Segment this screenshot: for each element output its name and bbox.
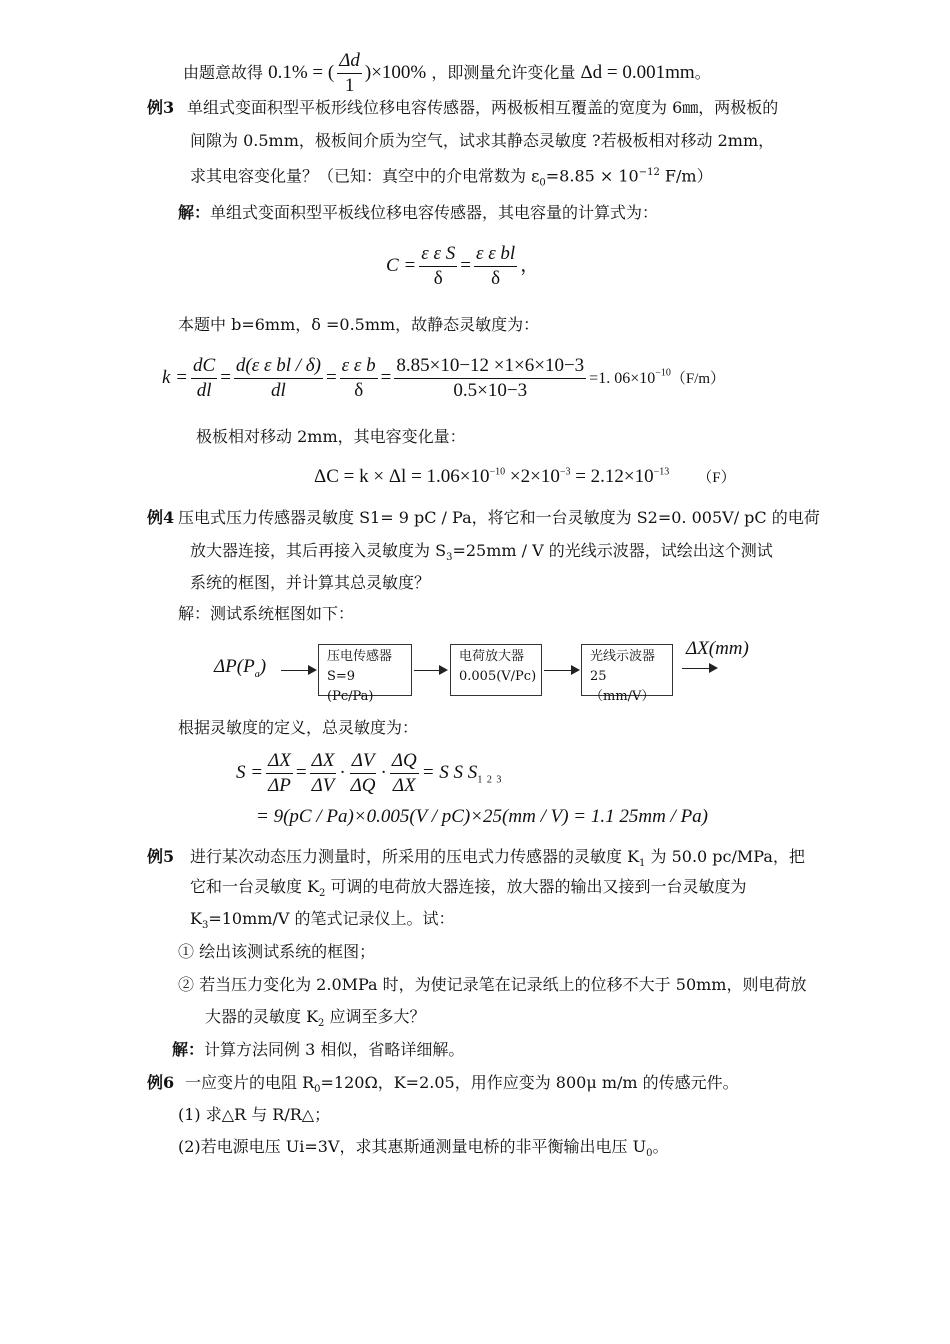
example-3-line1: 单组式变面积型平板形线位移电容传感器，两极板相互覆盖的宽度为 6㎜，两极板的 [187,98,779,117]
diagram-box-sensor [318,644,412,704]
diagram-box-sensor-param: S=9 (Pc/Pa) [327,669,374,704]
ex5-l1sub: 1 [639,858,646,870]
f2-k: k = [162,366,189,388]
ex3-sol-text: 单组式变面积型平板线位移电容传感器，其电容量的计算式为： [210,203,659,222]
ex5-l3a: K [190,909,202,928]
example-5-line3 [190,909,454,936]
diagram-box-sensor-title: 压电传感器 [327,649,393,664]
intro-line [183,50,711,97]
ex3-l3b: =8.85 × 10 [545,166,639,186]
ex4-f1-d4: ΔX [392,775,416,796]
ex4-f1-n1: ΔX [266,750,293,774]
f3-s2: −3 [559,466,571,478]
example-3-move: 极板相对移动 2mm，其电容变化量： [196,427,466,446]
intro-end: 。 [694,63,711,82]
formula-total-result: = 9(pC / Pa)×0.005(V / pC)×25(mm / V) = 1.1 25mm / Pa) [256,806,709,827]
intro-eq: 0.1% = ( [268,62,335,83]
f1-frac2 [474,243,517,290]
example-3-line3 [190,163,713,194]
ex5-l3b: =10mm/V 的笔式记录仪上。试： [208,909,455,928]
f1-tail: ， [520,254,540,276]
example-3-label: 例3 [147,98,175,117]
ex3-l3a: 求其电容变化量？（已知：真空中的介电常数为 ε [190,166,540,186]
diagram-output: ΔX(mm) [686,638,749,659]
ex4-f1-d1: ΔP [268,775,291,796]
intro-frac-den: 1 [344,75,355,96]
diagram-input-text: ΔP(P [214,656,255,677]
formula-total-sensitivity: S = $\frac{\Delta X}{\Delta P}$ = $\frac{\Delta X}{\Delta V}$ · $\frac{\Delta V}{\Delta Q}$ · $\frac{\Delta Q}{\Delta X}$ = S S $S_{1 2 3}$ [236,750,503,796]
diagram-input-sub: a [254,668,260,680]
ex4-f1-n2: ΔX [310,750,337,774]
f2-n3: ε ε b [340,355,378,379]
f2-unit: （F/m） [670,370,726,387]
ex4-l2sub: 3 [446,552,453,564]
f3-eq: ΔC = k × Δl = 1.06×10 [314,466,490,487]
ex4-f1-lhs: S = [236,761,264,783]
f3-s1: −10 [489,466,506,478]
example-5-question-2: ② 若当压力变化为 2.0MPa 时，为使记录笔在记录纸上的位移不大于 50mm，则电荷放 [178,975,807,994]
f2-d4: 0.5×10−3 [453,380,528,401]
diagram-box-oscilloscope [581,644,673,704]
ex4-l2a: 放大器连接，其后再接入灵敏度为 S [190,541,447,560]
f3-unit: （F） [697,470,736,486]
f1-frac1 [419,243,457,290]
diagram-box-amplifier-title: 电荷放大器 [459,649,525,664]
ex5-l2a: 它和一台灵敏度 K [190,877,320,896]
example-5-question-1: ① 绘出该测试系统的框图； [178,942,376,961]
ex5-l1b: 为 50.0 pc/MPa，把 [645,847,805,866]
f2-n2: d(ε ε bl / δ) [234,355,323,379]
ex4-f1-frac1 [266,750,293,797]
ex3-l3c: F/m） [659,166,713,186]
ex4-f1-frac2 [310,750,337,797]
f2-d2: dl [271,380,286,401]
intro-mid: ，即测量允许变化量 [431,63,576,82]
example-6-line1 [185,1073,739,1100]
ex4-l2b: =25mm / V 的光线示波器，试绘出这个测试 [452,541,773,560]
f1-n2: ε ε bl [474,243,517,267]
f2-frac2 [234,355,323,402]
ex6-l1b: =120Ω，K=2.05，用作应变为 800μ m/m 的传感元件。 [320,1073,739,1092]
ex4-f1-subs: 1 2 3 [477,774,503,786]
example-5-question-2b [205,1007,426,1034]
ex5-l1a: 进行某次动态压力测量时，所采用的压电式力传感器的灵敏度 K [190,847,640,866]
ex5-q2b-sub: 2 [318,1018,325,1030]
example-5-line2 [190,877,747,904]
f1-lhs: C = [386,254,417,276]
f3-e3: = 2.12×10 [570,466,654,487]
example-4-line3: 系统的框图，并计算其总灵敏度？ [190,573,431,592]
intro-frac-num: Δd [337,50,362,74]
ex3-l3sup: −12 [638,167,660,178]
example-4-definition: 根据灵敏度的定义，总灵敏度为： [178,718,419,737]
f3-s3: −13 [653,466,670,478]
ex5-l2sub: 2 [319,888,326,900]
intro-tail: )×100% [364,62,427,83]
diagram-box-oscilloscope-title: 光线示波器 [590,649,656,664]
example-6-question-1: (1) 求△R 与 R/R△； [178,1105,331,1124]
formula-sensitivity: k = $\frac{dC}{dl}$ = $\frac{\text{d(ε ε bl / δ)}}{dl}$ = $\frac{\text{ε ε b}}{\delta}$ = $\frac{8.85\times 10-12 \times 1\times 6\times 10-3}{0.5\times 10-3}$ =1. $06\times 10^{-10}(F/m)$ [162,355,726,401]
example-5-solution [172,1040,464,1060]
ex4-f1-d3: ΔQ [350,775,376,796]
f3-e2: ×2×10 [505,466,560,487]
example-4-solution: 解：测试系统框图如下： [178,604,355,623]
intro-result: Δd = 0.001mm [580,62,695,83]
example-4-line2 [190,541,773,568]
ex5-sol-label: 解： [172,1040,205,1059]
example-6-label: 例6 [147,1073,175,1092]
ex6-q2a: (2)若电源电压 Ui=3V，求其惠斯通测量电桥的非平衡输出电压 U [178,1137,647,1156]
f2-result-exp: −10 [655,367,671,379]
ex3-l3sub: 0 [539,177,546,189]
f1-d2: δ [491,268,501,289]
diagram-arrow-2 [414,670,446,671]
ex5-sol-text: 计算方法同例 3 相似，省略详细解。 [204,1040,465,1059]
ex4-f1-n3: ΔV [350,750,377,774]
f2-frac1 [191,355,217,402]
ex3-sol-label: 解： [178,203,211,222]
f2-n4: 8.85×10−12 ×1×6×10−3 [394,355,586,379]
f2-frac4 [394,355,586,402]
diagram-box-oscilloscope-param: 25（mm/V） [590,669,655,704]
ex4-f1-rhs: = S S S [421,761,478,783]
diagram-input [214,656,266,680]
ex5-q2b-a: 大器的灵敏度 K [205,1007,319,1026]
ex4-f1-n4: ΔQ [390,750,419,774]
diagram-box-amplifier-param: 0.005(V/Pc) [459,669,537,684]
f1-d1: δ [433,268,443,289]
ex6-l1sub: 0 [314,1084,321,1096]
diagram-box-amplifier [450,644,542,696]
diagram-arrow-4 [682,668,716,669]
f2-frac3 [340,355,378,402]
example-3-solution [178,203,658,223]
diagram-arrow-3 [544,670,578,671]
example-5-label: 例5 [147,847,175,866]
example-3-line2: 间隙为 0.5mm，极板间介质为空气，试求其静态灵敏度 ?若极板相对移动 2mm， [190,131,775,150]
ex4-f1-frac4 [390,750,419,797]
intro-prefix: 由题意故得 [183,63,264,82]
f2-n1: dC [191,355,217,379]
f2-d1: dl [196,380,212,401]
ex4-f1-frac3 [349,750,378,797]
example-5-line1 [190,847,805,874]
formula-delta-c [314,466,736,488]
ex5-l2b: 可调的电荷放大器连接，放大器的输出又接到一台灵敏度为 [325,877,747,896]
ex6-q2b: 。 [652,1137,669,1156]
ex4-f1-d2: ΔV [311,775,335,796]
f2-result: =1. 06×10 [589,369,656,387]
ex5-q2b-b: 应调至多大？ [324,1007,426,1026]
example-4-line1: 压电式压力传感器灵敏度 S1= 9 pC / Pa，将它和一台灵敏度为 S2=0. 005V/ pC 的电荷 [178,508,820,527]
example-6-question-2 [178,1137,668,1164]
ex6-l1a: 一应变片的电阻 R [185,1073,315,1092]
ex5-l3sub: 3 [201,920,209,932]
intro-fraction [337,50,362,97]
diagram-input-close: ) [259,656,267,677]
example-3-given: 本题中 b=6mm，δ =0.5mm，故静态灵敏度为： [178,315,540,334]
f2-d3: δ [354,380,364,401]
example-4-label: 例4 [147,508,175,527]
f1-eq: = [460,254,471,276]
f1-n1: ε ε S [419,243,457,267]
formula-capacitance [386,243,539,290]
diagram-arrow-1 [281,670,315,671]
ex6-q2sub: 0 [646,1148,653,1160]
